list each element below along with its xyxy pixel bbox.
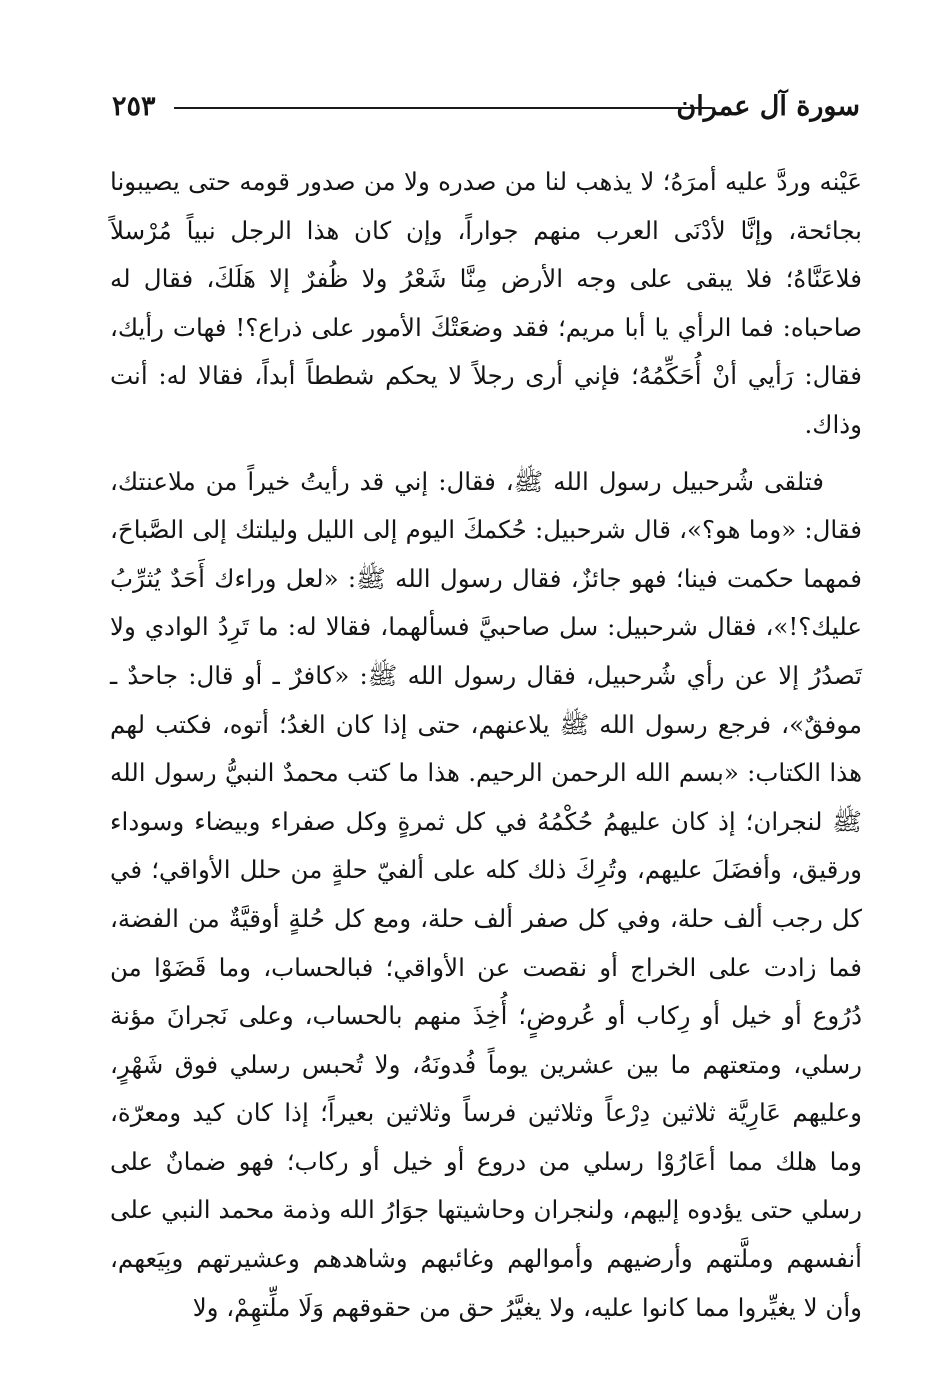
header-rule xyxy=(174,107,712,109)
page-number: ٢٥٣ xyxy=(112,91,156,122)
surah-title: سورة آل عمران xyxy=(676,91,860,122)
body-text xyxy=(110,158,862,1332)
paragraph: فتلقى شُرحبيل رسول الله ﷺ، فقال: إني قد رأيتُ خيراً من ملاعنتك، فقال: «وما هو؟»، قال شرحبيل: حُكمكَ اليوم إلى الليل وليلتك إلى الصَّباحَ، فمهما حكمت فينا؛ فهو جائزٌ، فقال رسول الله ﷺ: «لعل وراءك أَحَدٌ يُثرِّبُ عليك؟!»، فقال شرحبيل: سل صاحبيَّ فسألهما، فقالا له: ما تَرِدُ الوادي ولا تَصدُرُ إلا عن رأي شُرحبيل، فقال رسول الله ﷺ: «كافرٌ ـ أو قال: جاحدٌ ـ موفقٌ»، فرجع رسول الله ﷺ يلاعنهم، حتى إذا كان الغدُ؛ أتوه، فكتب لهم هذا الكتاب: «بسم الله الرحمن الرحيم. هذا ما كتب محمدٌ النبيُّ رسول الله ﷺ لنجران؛ إذ كان عليهمُ حُكْمُهُ في كل ثمرةٍ وكل صفراء وبيضاء وسوداء ورقيق، وأفضَلَ عليهم، وتُرِكَ ذلك كله على ألفيّ حلةٍ من حلل الأواقي؛ في كل رجب ألف حلة، وفي كل صفر ألف حلة، ومع كل حُلةٍ أوقيَّةٌ من الفضة، فما زادت على الخراج أو نقصت عن الأواقي؛ فبالحساب، وما قَضَوْا من دُرُوع أو خيل أو رِكاب أو عُروضٍ؛ أُخِذَ منهم بالحساب، وعلى نَجرانَ مؤنة رسلي، ومتعتهم ما بين عشرين يوماً فُدونَهُ، ولا تُحبس رسلي فوق شَهْرٍ، وعليهم عَارِيَّة ثلاثين دِرْعاً وثلاثين فرساً وثلاثين بعيراً؛ إذا كان كيد ومعرّة، وما هلك مما أعَارُوْا رسلي من دروع أو خيل أو ركاب؛ فهو ضمانٌ على رسلي حتى يؤدوه إليهم، ولنجران وحاشيتها جوَارُ الله وذمة محمد النبي على أنفسهم وملَّتهم وأرضيهم وأموالهم وغائبهم وشاهدهم وعشيرتهم وبِيَعهم، وأن لا يغيِّروا مما كانوا عليه، ولا يغيَّرُ حق من حقوقهم وَلَا ملِّتهِمْ، ولا xyxy=(110,466,862,1322)
running-header xyxy=(112,88,860,128)
paragraph: عَيْنه وردَّ عليه أمرَهُ؛ لا يذهب لنا من صدره ولا من صدور قومه حتى يصيبونا بجائحة، وإنَّا لأدْنَى العرب منهم جواراً، وإن كان هذا الرجل نبياً مُرْسلاً فلاعَنَّاهُ؛ فلا يبقى على وجه الأرض مِنَّا شَعْرُ ولا ظُفرٌ إلا هَلَكَ، فقال له صاحباه: فما الرأي يا أبا مريم؛ فقد وضعَتْكَ الأمور على ذراع؟! فهات رأيك، فقال: رَأيي أنْ أُحَكِّمُهُ؛ فإني أرى رجلاً لا يحكم شططاً أبداً، فقالا له: أنت وذاك. xyxy=(110,167,862,439)
